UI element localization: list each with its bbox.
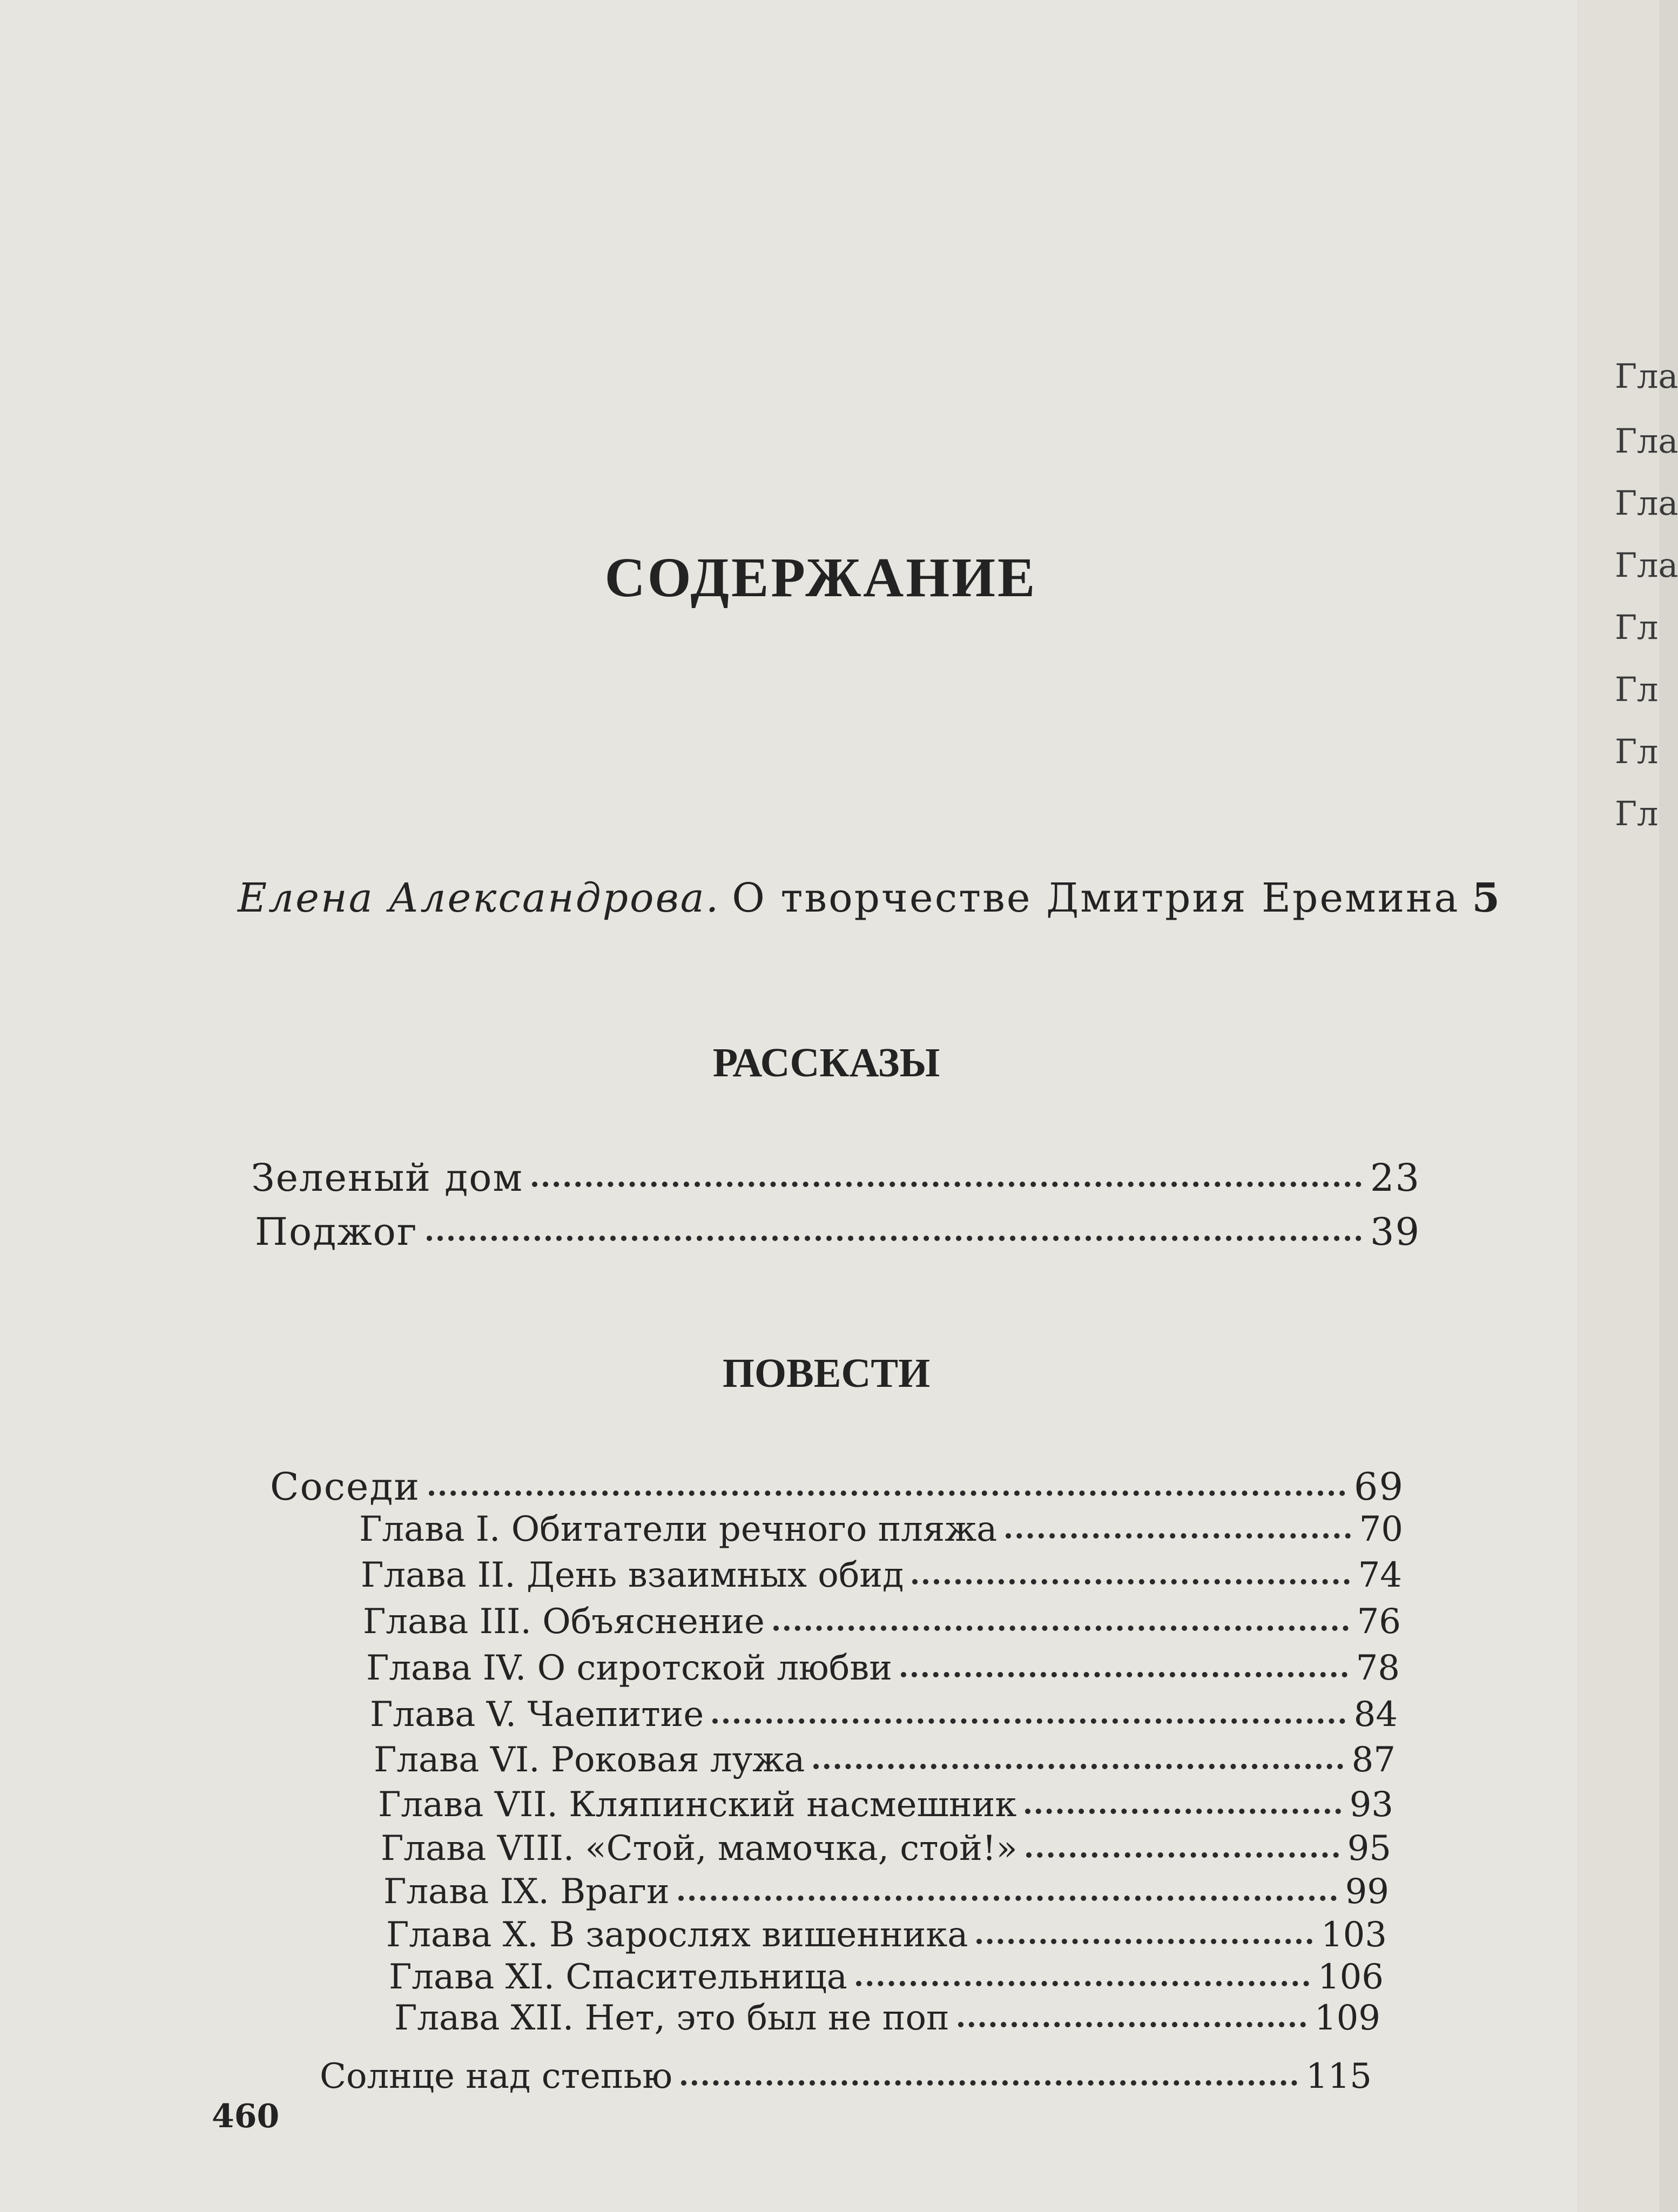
toc-page: 109 bbox=[1314, 1998, 1380, 2038]
intro-entry bbox=[238, 875, 1501, 921]
novellas-heading: ПОВЕСТИ bbox=[722, 1351, 931, 1396]
toc-row-chapter bbox=[383, 1872, 1389, 1912]
next-page-fragment: Гл bbox=[1615, 794, 1659, 833]
dot-leader bbox=[712, 1718, 1345, 1724]
toc-row-chapter bbox=[359, 1509, 1403, 1549]
toc-row-chapter bbox=[389, 1957, 1384, 1997]
toc-page: 74 bbox=[1358, 1555, 1402, 1595]
toc-page: 103 bbox=[1320, 1915, 1387, 1955]
toc-page: 84 bbox=[1353, 1695, 1398, 1735]
toc-page: 93 bbox=[1349, 1785, 1393, 1825]
dot-leader bbox=[901, 1672, 1347, 1677]
toc-row-chapter bbox=[381, 1829, 1391, 1869]
toc-page: 69 bbox=[1353, 1465, 1404, 1509]
dot-leader bbox=[813, 1764, 1343, 1769]
toc-title: Зеленый дом bbox=[251, 1156, 523, 1200]
intro-text: О творчестве Дмитрия Еремина bbox=[732, 875, 1460, 921]
toc-row-novella bbox=[320, 2056, 1372, 2096]
toc-row-chapter bbox=[366, 1648, 1400, 1688]
next-page-edge bbox=[1577, 0, 1659, 2212]
toc-page: 99 bbox=[1345, 1872, 1389, 1912]
next-page-fragment: Гла bbox=[1615, 545, 1678, 585]
dot-leader bbox=[427, 1236, 1362, 1241]
next-page-fragment: Гл bbox=[1615, 732, 1659, 771]
dot-leader bbox=[532, 1182, 1362, 1187]
dot-leader bbox=[773, 1626, 1349, 1631]
toc-page: 70 bbox=[1359, 1509, 1403, 1549]
toc-title: Глава VI. Роковая лужа bbox=[374, 1740, 805, 1780]
toc-page: 78 bbox=[1356, 1648, 1400, 1688]
toc-row-chapter bbox=[370, 1695, 1398, 1735]
toc-page: 23 bbox=[1370, 1156, 1420, 1200]
toc-title: Глава VII. Кляпинский насмешник bbox=[378, 1785, 1017, 1825]
toc-title: Глава X. В зарослях вишенника bbox=[386, 1915, 968, 1955]
dot-leader bbox=[429, 1491, 1345, 1496]
toc-page: 95 bbox=[1347, 1829, 1391, 1869]
toc-title: Глава I. Обитатели речного пляжа bbox=[359, 1509, 998, 1549]
toc-row-chapter bbox=[363, 1602, 1401, 1642]
toc-title: Соседи bbox=[270, 1465, 421, 1509]
toc-row-chapter bbox=[374, 1740, 1396, 1780]
toc-row-story bbox=[255, 1210, 1420, 1254]
page-number: 460 bbox=[212, 2098, 280, 2135]
toc-title: Глава XI. Спасительница bbox=[389, 1957, 847, 1997]
dot-leader bbox=[678, 1896, 1337, 1901]
toc-row-chapter bbox=[386, 1915, 1387, 1955]
next-page-fragment: Гл bbox=[1615, 608, 1659, 647]
dot-leader bbox=[976, 1939, 1312, 1944]
dot-leader bbox=[1026, 1852, 1339, 1858]
toc-title: Глава II. День взаимных обид bbox=[361, 1555, 904, 1595]
toc-page: 39 bbox=[1370, 1210, 1420, 1254]
toc-title: Глава V. Чаепитие bbox=[370, 1695, 704, 1735]
toc-page: 115 bbox=[1305, 2056, 1372, 2096]
intro-author: Елена Александрова. bbox=[238, 875, 720, 921]
toc-page: 76 bbox=[1357, 1602, 1401, 1642]
toc-row-chapter bbox=[361, 1555, 1402, 1595]
page-title: СОДЕРЖАНИЕ bbox=[604, 547, 1037, 609]
next-page-fragment: Гла bbox=[1615, 356, 1678, 396]
toc-row-novella bbox=[270, 1465, 1404, 1509]
dot-leader bbox=[681, 2080, 1297, 2086]
toc-title: Поджог bbox=[255, 1210, 418, 1254]
dot-leader bbox=[912, 1579, 1349, 1584]
next-page-fragment: Гла bbox=[1615, 483, 1678, 523]
toc-row-chapter bbox=[394, 1998, 1380, 2038]
toc-title: Солнце над степью bbox=[320, 2056, 673, 2096]
dot-leader bbox=[958, 2022, 1306, 2027]
toc-page: 106 bbox=[1317, 1957, 1384, 1997]
toc-title: Глава IX. Враги bbox=[383, 1872, 670, 1912]
toc-row-story bbox=[251, 1156, 1420, 1200]
toc-title: Глава VIII. «Стой, мамочка, стой!» bbox=[381, 1829, 1017, 1869]
dot-leader bbox=[1006, 1533, 1350, 1539]
stories-heading: РАССКАЗЫ bbox=[712, 1040, 940, 1085]
dot-leader bbox=[1025, 1809, 1340, 1814]
dot-leader bbox=[856, 1981, 1309, 1986]
toc-page: 87 bbox=[1351, 1740, 1396, 1780]
toc-title: Глава IV. О сиротской любви bbox=[366, 1648, 892, 1688]
next-page-fragment: Гла bbox=[1615, 421, 1678, 461]
next-page-fragment: Гл bbox=[1615, 670, 1659, 709]
toc-row-chapter bbox=[378, 1785, 1393, 1825]
toc-title: Глава XII. Нет, это был не поп bbox=[394, 1998, 949, 2038]
toc-title: Глава III. Объяснение bbox=[363, 1602, 765, 1642]
intro-page: 5 bbox=[1472, 875, 1501, 921]
